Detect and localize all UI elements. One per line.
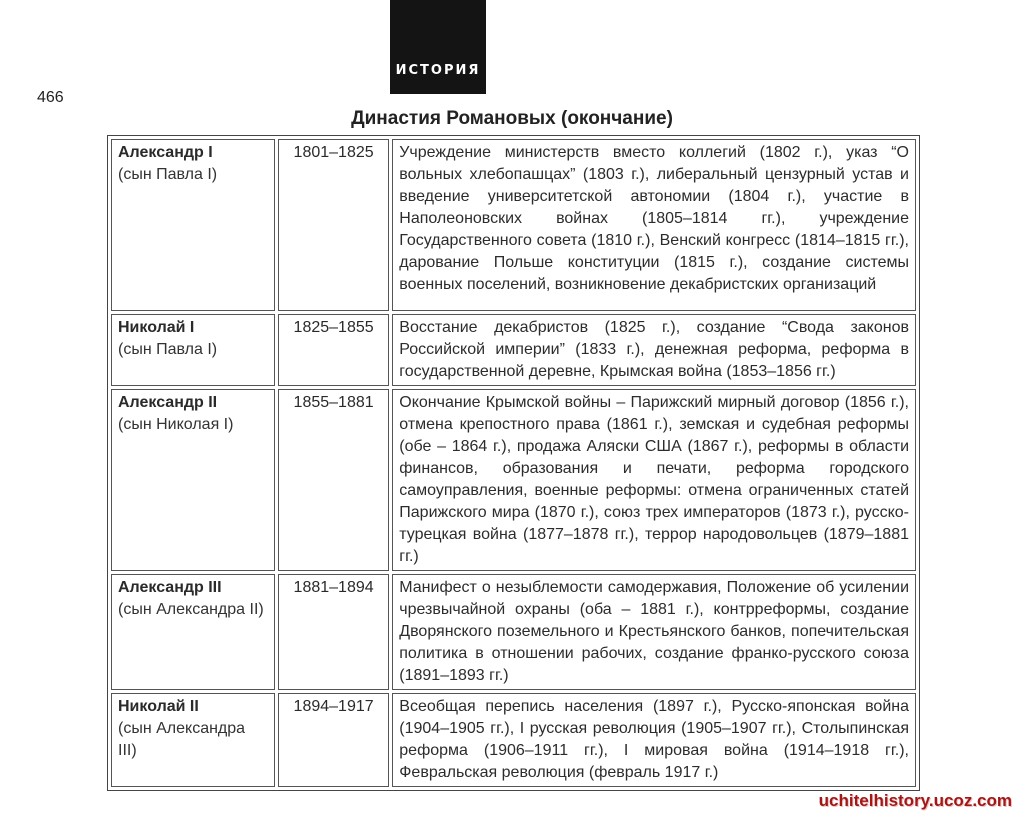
ruler-parent: (сын Николая I)	[118, 416, 234, 433]
ruler-name: Николай II	[118, 698, 199, 715]
romanov-dynasty-table	[107, 135, 920, 791]
watermark: uchitelhistory.ucoz.com	[818, 791, 1012, 810]
reign-events: Восстание декабристов (1825 г.), создание “Свода законов Российской империи” (1833 г.), денежная реформа, реформа в государственной деревне, Крымская война (1853–1856 гг.)	[392, 314, 916, 386]
reign-years: 1894–1917	[278, 693, 389, 787]
reign-years: 1881–1894	[278, 574, 389, 690]
page-title: Династия Романовых (окончание)	[351, 108, 673, 129]
ruler-parent: (сын Павла I)	[118, 166, 218, 183]
table-row	[111, 389, 916, 571]
ruler-cell	[111, 389, 275, 571]
table-row	[111, 574, 916, 690]
ruler-name: Александр III	[118, 579, 222, 596]
reign-years: 1855–1881	[278, 389, 389, 571]
ruler-cell	[111, 139, 275, 311]
ruler-name: Николай I	[118, 319, 195, 336]
page-number: 466	[37, 89, 64, 106]
section-header-block	[390, 0, 486, 94]
ruler-parent: (сын Павла I)	[118, 341, 218, 358]
section-header-label: ИСТОРИЯ	[395, 63, 481, 78]
ruler-name: Александр II	[118, 394, 218, 411]
ruler-name: Александр I	[118, 144, 213, 161]
table-row	[111, 693, 916, 787]
reign-events: Всеобщая перепись населения (1897 г.), Русско-японская война (1904–1905 гг.), I русская революция (1905–1907 гг.), Столыпинская реформа (1906–1911 гг.), I мировая война (1914–1918 гг.), Февральская революция (февраль 1917 г.)	[392, 693, 916, 787]
ruler-parent: (сын Александра III)	[118, 720, 246, 759]
reign-events: Манифест о незыблемости самодержавия, Положение об усилении чрезвычайной охраны (оба – 1881 г.), контрреформы, создание Дворянского поземельного и Крестьянского банков, попечительская политика в отношении рабочих, создание франко-русского союза (1891–1893 гг.)	[392, 574, 916, 690]
ruler-cell	[111, 693, 275, 787]
ruler-parent: (сын Александра II)	[118, 601, 264, 618]
ruler-cell	[111, 574, 275, 690]
reign-events: Учреждение министерств вместо коллегий (1802 г.), указ “О вольных хлебопашцах” (1803 г.), либеральный цензурный устав и введение университетской автономии (1804 г.), участие в Наполеоновских войнах (1805–1814 гг.), учреждение Государственного совета (1810 г.), Венский конгресс (1814–1815 гг.), дарование Польше конституции (1815 г.), создание системы военных поселений, возникновение декабристских организаций	[392, 139, 916, 311]
ruler-cell	[111, 314, 275, 386]
reign-events: Окончание Крымской войны – Парижский мирный договор (1856 г.), отмена крепостного права (1861 г.), земская и судебная реформы (обе – 1864 г.), продажа Аляски США (1867 г.), реформы в области финансов, образования и печати, реформа городского самоуправления, военные реформы: отмена ограниченных статей Парижского мира (1870 г.), союз трех императоров (1873 г.), русско-турецкая война (1877–1878 гг.), террор народовольцев (1879–1881 гг.)	[392, 389, 916, 571]
reign-years: 1825–1855	[278, 314, 389, 386]
reign-years: 1801–1825	[278, 139, 389, 311]
table-row	[111, 314, 916, 386]
table-row	[111, 139, 916, 311]
